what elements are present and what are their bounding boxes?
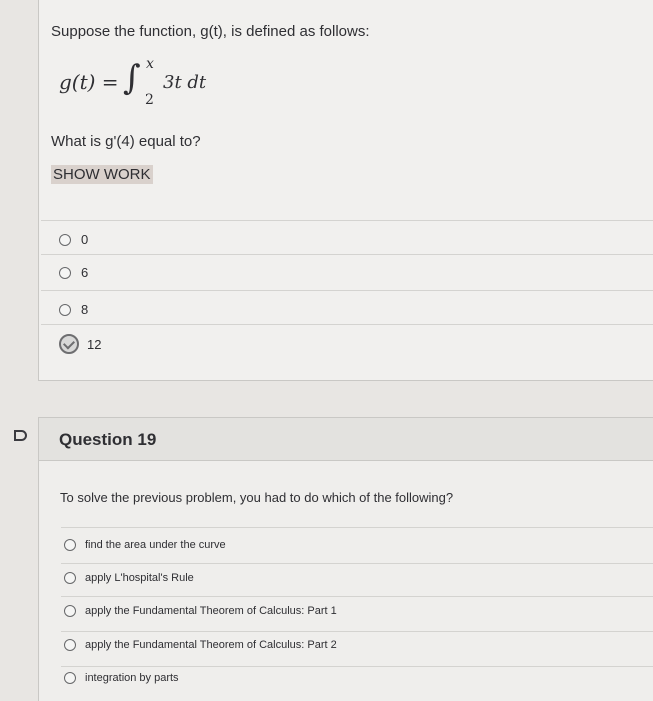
- flag-icon[interactable]: [14, 430, 27, 441]
- answer-label: apply the Fundamental Theorem of Calculus: Part 1: [85, 605, 337, 617]
- radio-button-icon[interactable]: [64, 539, 76, 551]
- radio-button-icon[interactable]: [64, 672, 76, 684]
- question-header: [39, 418, 653, 461]
- answer-option-2[interactable]: [59, 302, 88, 317]
- answer-option-0[interactable]: [64, 539, 226, 551]
- question-title: Question 19: [59, 430, 157, 449]
- integral-sign: ∫: [123, 58, 141, 98]
- option-divider: [61, 596, 653, 597]
- integral-formula: [59, 58, 229, 110]
- option-divider: [61, 563, 653, 564]
- answer-label: apply the Fundamental Theorem of Calculus: Part 2: [85, 639, 337, 651]
- option-divider: [41, 324, 653, 325]
- answer-label: 8: [81, 302, 89, 317]
- radio-button-icon[interactable]: [64, 572, 76, 584]
- answer-option-0[interactable]: [59, 232, 88, 247]
- formula-lhs: g(t) =: [59, 70, 119, 94]
- integrand: 3t dt: [163, 72, 207, 93]
- answer-option-4[interactable]: [64, 672, 179, 684]
- answer-label: apply L'hospital's Rule: [85, 572, 194, 584]
- question-prompt: Suppose the function, g(t), is defined as follows:: [51, 23, 370, 40]
- option-divider: [41, 254, 653, 255]
- upper-limit: x: [146, 56, 154, 72]
- answer-option-3[interactable]: [59, 334, 101, 354]
- option-divider: [41, 290, 653, 291]
- radio-button-icon[interactable]: [64, 605, 76, 617]
- question-19-card: [38, 417, 653, 701]
- selected-radio-icon[interactable]: [59, 334, 79, 354]
- answer-option-3[interactable]: [64, 639, 337, 651]
- option-divider: [61, 631, 653, 632]
- radio-button-icon[interactable]: [59, 304, 71, 316]
- answer-option-1[interactable]: [64, 572, 194, 584]
- answer-option-1[interactable]: [59, 265, 88, 280]
- answer-label: integration by parts: [85, 672, 179, 684]
- question-text: What is g'(4) equal to?: [51, 133, 201, 150]
- lower-limit: 2: [145, 92, 154, 108]
- show-work-label: SHOW WORK: [53, 166, 151, 183]
- question-18-card: [38, 0, 653, 381]
- answer-label: 12: [87, 336, 102, 352]
- option-divider: [61, 666, 653, 667]
- answer-label: 0: [81, 232, 89, 247]
- answer-label: find the area under the curve: [85, 539, 226, 551]
- answer-label: 6: [81, 265, 89, 280]
- radio-button-icon[interactable]: [59, 267, 71, 279]
- radio-button-icon[interactable]: [64, 639, 76, 651]
- option-divider: [61, 527, 653, 528]
- radio-button-icon[interactable]: [59, 234, 71, 246]
- question-text: To solve the previous problem, you had to do which of the following?: [60, 490, 454, 505]
- option-divider: [41, 220, 653, 221]
- answer-option-2[interactable]: [64, 605, 337, 617]
